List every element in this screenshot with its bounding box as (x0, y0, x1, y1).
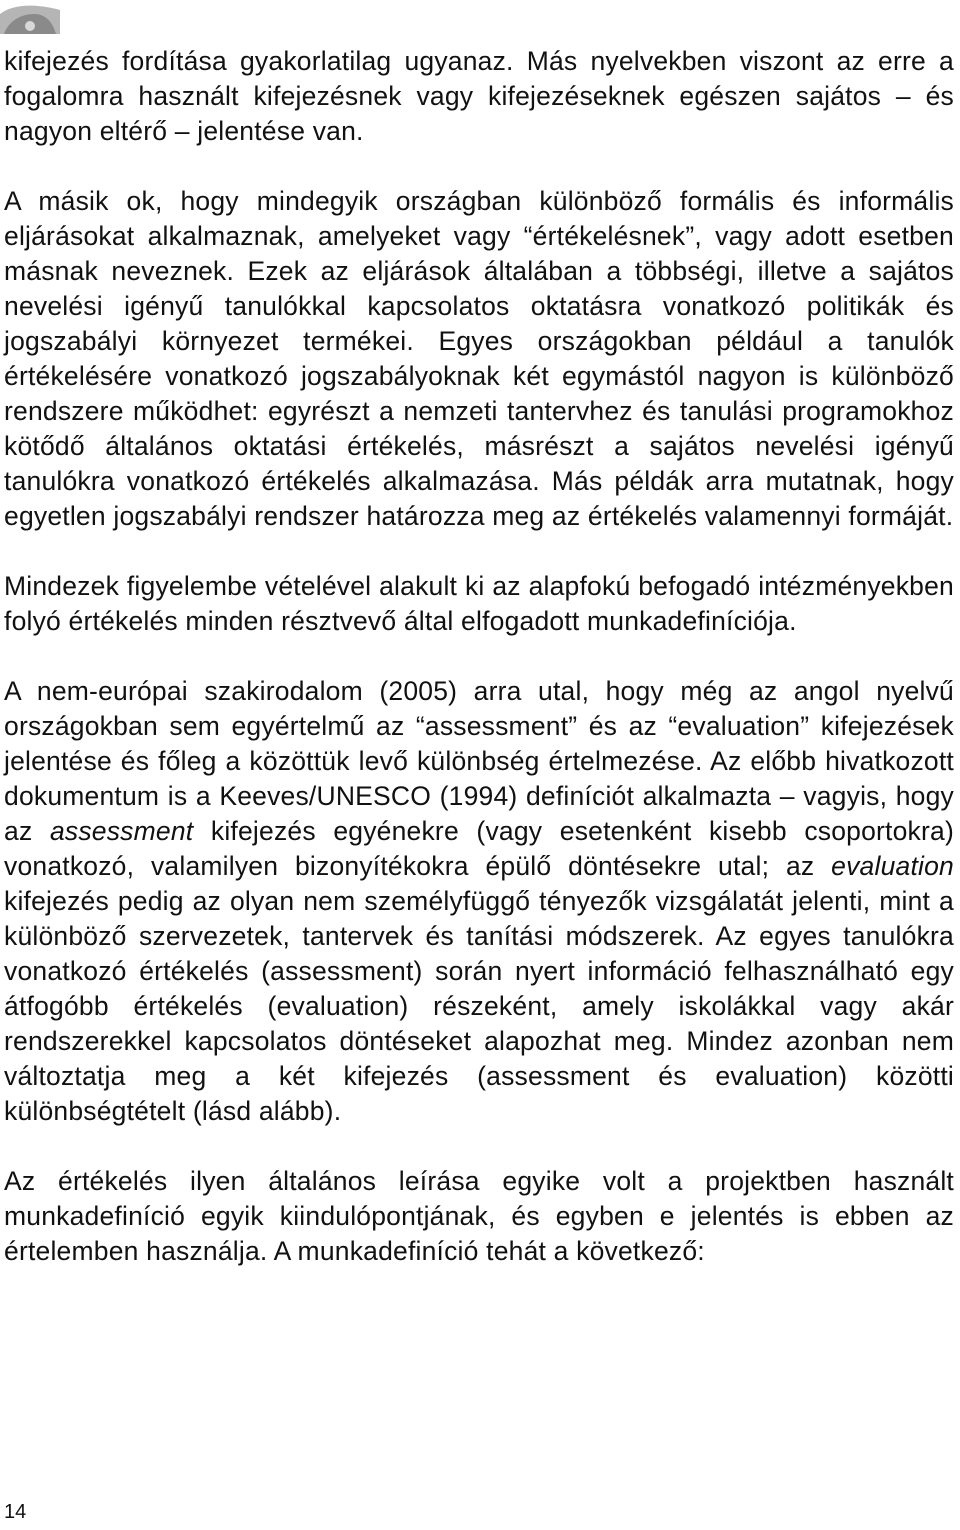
paragraph-text: Az értékelés ilyen általános leírása egyike volt a projektben használt munkadefiníció egyik kiindulópontjának, és egyben e jelentés is ebben az értelemben használja. A munkadefiníció tehát a következő: (4, 1166, 954, 1266)
paragraph-2 (4, 184, 954, 534)
paragraph-text: A másik ok, hogy mindegyik országban különböző formális és informális eljárásokat alkalmaznak, amelyeket vagy “értékelésnek”, vagy adott esetben másnak neveznek. Ezek az eljárások általában a többségi, illetve a sajátos nevelési igényű tanulókkal kapcsolatos oktatásra vonatkozó politikák és jogszabályi környezet termékei. Egyes országokban például a tanulók értékelésére vonatkozó jogszabályoknak két egymástól nagyon is különböző rendszere működhet: egyrészt a nemzeti tantervhez és tanulási programokhoz kötődő általános oktatási értékelés, másrészt a sajátos nevelési igényű tanulókra vonatkozó értékelés alkalmazása. Más példák arra mutatnak, hogy egyetlen jogszabályi rendszer határozza meg az értékelés valamennyi formáját. (4, 186, 954, 531)
paragraph-3 (4, 569, 954, 639)
italic-term-assessment: assessment (49, 816, 194, 846)
paragraph-1 (4, 44, 954, 149)
paragraph-text: kifejezés pedig az olyan nem személyfüggő tényezők vizsgálatát jelenti, mint a különböző szervezetek, tantervek és tanítási módszerek. Az egyes tanulókra vonatkozó értékelés (assessment) során nyert információ felhasználható egy átfogóbb értékelés (evaluation) részeként, amely iskolákkal vagy akár rendszerekkel kapcsolatos döntéseket alapozhat meg. Mindez azonban nem változtatja meg a két kifejezés (assessment és evaluation) közötti különbségtételt (lásd alább). (4, 886, 954, 1126)
paragraph-text: kifejezés egyénekre (vagy esetenként kisebb csoportokra) vonatkozó, valamilyen bizonyítékokra épülő döntésekre utal; az (4, 816, 954, 881)
paragraph-text: kifejezés fordítása gyakorlatilag ugyanaz. Más nyelvekben viszont az erre a fogalomra használt kifejezésnek vagy kifejezéseknek egészen sajátos – és nagyon eltérő – jelentése van. (4, 46, 954, 146)
paragraph-text: Mindezek figyelembe vételével alakult ki az alapfokú befogadó intézményekben folyó értékelés minden résztvevő által elfogadott munkadefiníciója. (4, 571, 954, 636)
paragraph-4 (4, 674, 954, 1129)
italic-term-evaluation: evaluation (831, 851, 954, 881)
paragraph-text: A nem-európai szakirodalom (2005) arra utal, hogy még az angol nyelvű országokban sem egyértelmű az “assessment” és az “evaluation” kifejezések jelentése és főleg a közöttük levő különbség értelmezése. Az előbb hivatkozott dokumentum is a Keeves/UNESCO (1994) definíciót alkalmazta – vagyis, hogy az (4, 676, 954, 846)
corner-logo-icon (0, 0, 60, 34)
page-number: 14 (4, 1501, 27, 1523)
document-body (4, 44, 954, 1269)
paragraph-5 (4, 1164, 954, 1269)
